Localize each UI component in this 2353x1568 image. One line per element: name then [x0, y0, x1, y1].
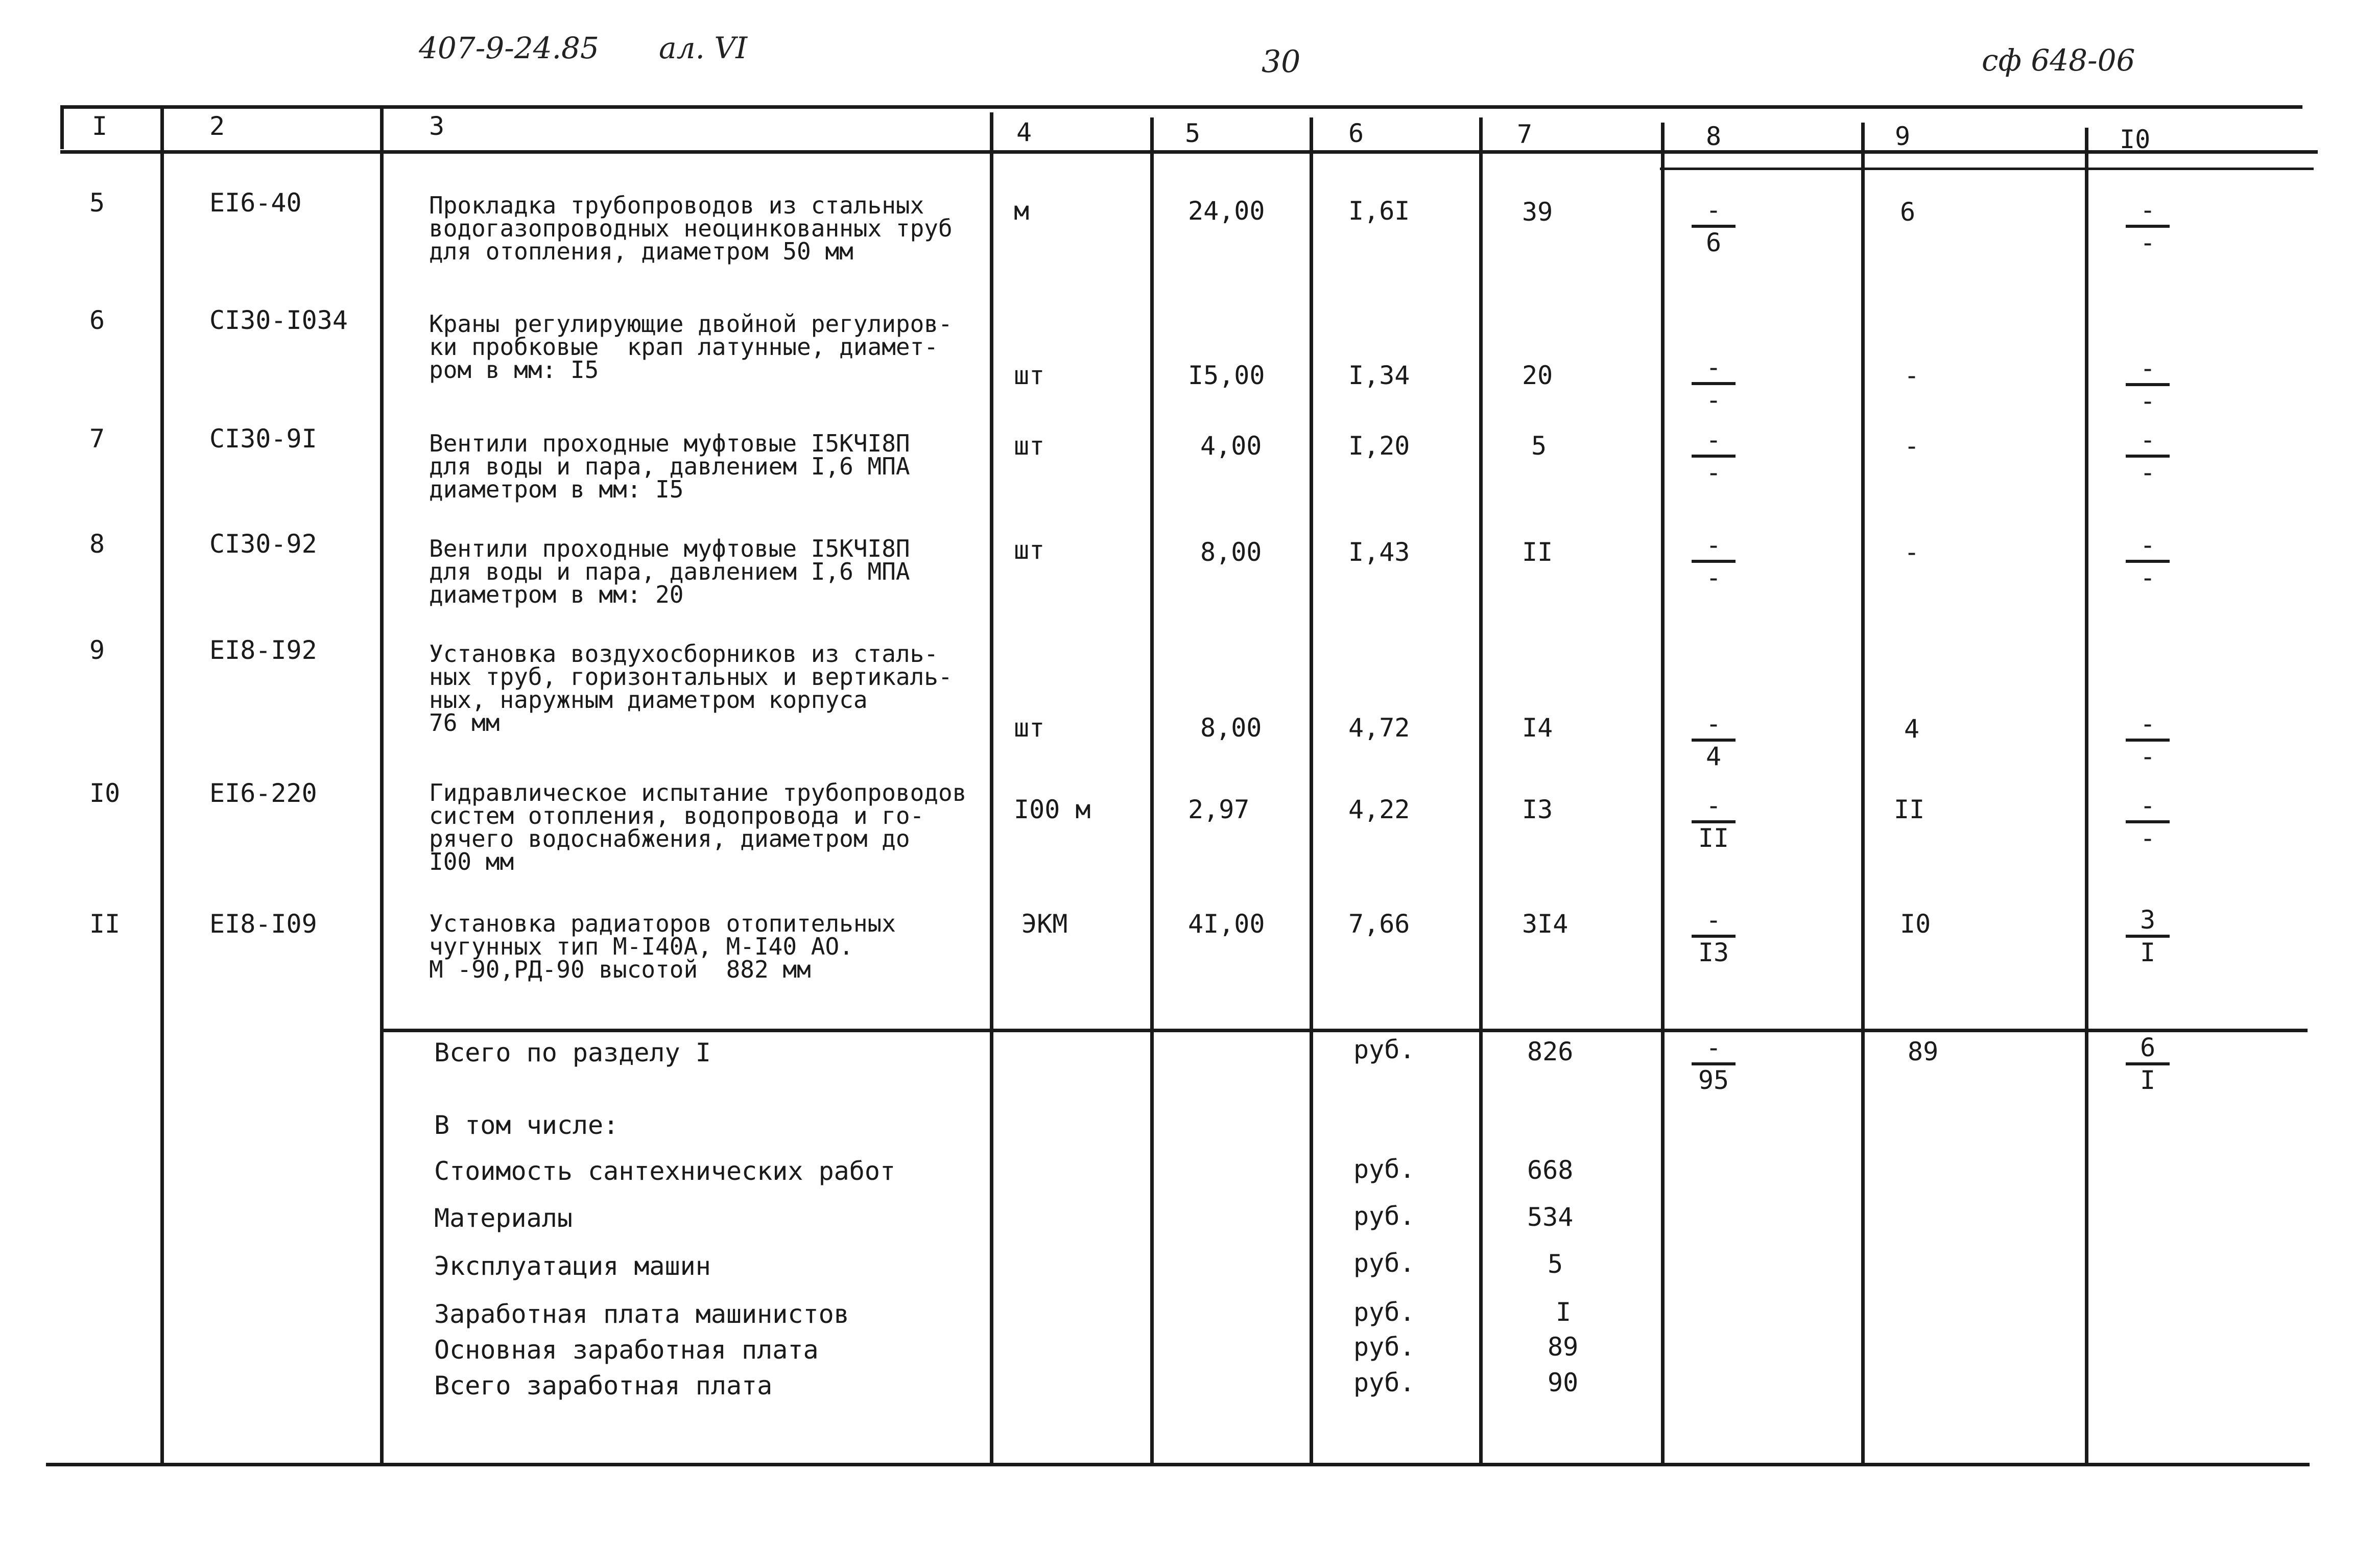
total-cost: II: [1522, 537, 1553, 567]
col-border-0: [60, 105, 64, 149]
album-number: ал. VI: [659, 31, 748, 65]
summary-item-unit: руб.: [1353, 1332, 1415, 1362]
col-border-3: [990, 112, 993, 1465]
col-border-8: [1861, 123, 1865, 1465]
table-top-border: [60, 105, 2302, 109]
col-border-1: [160, 105, 164, 1465]
quantity: 24,00: [1188, 196, 1265, 226]
col-border-4: [1150, 117, 1154, 1465]
summary-item-value: 668: [1527, 1155, 1574, 1185]
col10-fraction: - -: [2120, 196, 2176, 256]
total-cost: 3I4: [1522, 909, 1568, 939]
column-header-2: 2: [209, 111, 225, 141]
column-header-7: 7: [1517, 120, 1533, 149]
col8-fraction: - 4: [1685, 710, 1742, 770]
col8-fraction: - -: [1685, 531, 1742, 591]
col9-value: -: [1904, 361, 1920, 390]
quantity: 2,97: [1188, 795, 1250, 824]
col8-fraction: - -: [1685, 353, 1742, 414]
rate-code: EI6-40: [209, 188, 302, 218]
total-cost: 5: [1531, 431, 1547, 461]
unit-price: 4,22: [1348, 795, 1410, 824]
row-number: I0: [89, 778, 121, 808]
col9-value: II: [1894, 795, 1925, 824]
unit-price: 4,72: [1348, 713, 1410, 743]
quantity: 8,00: [1200, 713, 1262, 743]
rate-code: EI8-I09: [209, 909, 317, 939]
col9-value: 6: [1900, 197, 1916, 227]
summary-item-label: Стоимость сантехнических работ: [434, 1156, 896, 1186]
column-header-3: 3: [429, 111, 445, 141]
unit: I00 м: [1014, 795, 1091, 824]
section-total-value: 826: [1527, 1037, 1574, 1066]
rate-code: EI6-220: [209, 778, 317, 808]
col-border-7: [1661, 123, 1665, 1465]
unit: м: [1014, 196, 1030, 226]
total-cost: I3: [1522, 795, 1553, 824]
including-label: В том числе:: [434, 1110, 619, 1140]
col10-fraction: - -: [2120, 426, 2176, 486]
total-cost: 39: [1522, 197, 1553, 227]
rate-code: CI30-92: [209, 529, 317, 559]
work-description: Вентили проходные муфтовые I5КЧI8П для воды и пара, давлением I,6 МПА диаметром в мм: 20: [429, 535, 910, 608]
col10-fraction: - -: [2120, 792, 2176, 852]
unit-price: I,43: [1348, 537, 1410, 567]
row-number: II: [89, 909, 121, 939]
col9-value: 4: [1904, 714, 1920, 744]
summary-item-value: I: [1556, 1297, 1572, 1327]
section-total-unit: руб.: [1353, 1035, 1415, 1064]
col8-fraction: - 6: [1685, 196, 1742, 256]
unit-price: I,34: [1348, 361, 1410, 390]
summary-item-unit: руб.: [1353, 1248, 1415, 1278]
total-cost: 20: [1522, 361, 1553, 390]
work-description: Краны регулирующие двойной регулиров- ки пробковые крап латунные, диамет- ром в мм: I5: [429, 310, 953, 384]
row-number: 7: [89, 424, 105, 454]
header-divider: [60, 150, 2318, 154]
work-description: Гидравлическое испытание трубопроводов систем отопления, водопровода и го- рячего водоснабжения, диаметром до I00 мм: [429, 779, 967, 875]
work-description: Установка радиаторов отопительных чугунных тип М-I40А, М-I40 АО. М -90,РД-90 высотой 882 мм: [429, 910, 896, 983]
work-description: Прокладка трубопроводов из стальных водогазопроводных неоцинкованных труб для отопления, диаметром 50 мм: [429, 192, 953, 265]
column-header-8: 8: [1706, 122, 1722, 151]
quantity: 4,00: [1200, 431, 1262, 461]
summary-item-label: Всего заработная плата: [434, 1371, 773, 1400]
section-total-col9: 89: [1908, 1037, 1939, 1066]
row-number: 5: [89, 188, 105, 218]
row-number: 6: [89, 305, 105, 335]
summary-item-unit: руб.: [1353, 1201, 1415, 1231]
unit: шт: [1014, 535, 1045, 565]
unit-price: I,20: [1348, 431, 1410, 461]
column-header-5: 5: [1185, 118, 1201, 148]
document-code: 407-9-24.85: [419, 31, 599, 65]
section-total-label: Всего по разделу I: [434, 1038, 711, 1067]
column-header-4: 4: [1016, 117, 1032, 147]
col10-fraction: - -: [2120, 710, 2176, 770]
section-total-col8: - 95: [1685, 1034, 1742, 1094]
row-number: 8: [89, 529, 105, 559]
col10-fraction: 3 I: [2120, 906, 2176, 966]
rate-code: EI8-I92: [209, 635, 317, 665]
unit-price: I,6I: [1348, 196, 1410, 226]
unit: шт: [1014, 431, 1045, 461]
col10-fraction: - -: [2120, 531, 2176, 591]
header-divider-right: [1660, 168, 2314, 170]
col8-fraction: - I3: [1685, 906, 1742, 966]
column-header-1: I: [92, 111, 108, 141]
summary-item-unit: руб.: [1353, 1154, 1415, 1184]
col-border-5: [1310, 117, 1313, 1465]
summary-item-unit: руб.: [1353, 1368, 1415, 1397]
summary-item-label: Заработная плата машинистов: [434, 1299, 849, 1329]
column-header-10: I0: [2120, 125, 2151, 154]
unit: ЭКМ: [1021, 909, 1068, 939]
col-border-6: [1479, 117, 1483, 1465]
rate-code: CI30-I034: [209, 305, 348, 335]
col8-fraction: - -: [1685, 426, 1742, 486]
summary-item-value: 5: [1548, 1249, 1563, 1279]
summary-item-value: 89: [1548, 1332, 1579, 1362]
col9-value: I0: [1900, 909, 1931, 939]
table-bottom-border: [46, 1463, 2310, 1466]
col10-fraction: - -: [2120, 354, 2176, 415]
col-border-9: [2085, 128, 2088, 1465]
section-total-col10: 6 I: [2120, 1034, 2176, 1094]
unit: шт: [1014, 361, 1045, 390]
summary-item-label: Эксплуатация машин: [434, 1251, 711, 1281]
quantity: 8,00: [1200, 537, 1262, 567]
unit: шт: [1014, 713, 1045, 743]
col8-fraction: - II: [1685, 792, 1742, 852]
sheet-code: сф 648-06: [1982, 43, 2135, 78]
summary-item-value: 534: [1527, 1202, 1574, 1232]
column-header-9: 9: [1895, 122, 1911, 151]
row-number: 9: [89, 635, 105, 665]
rate-code: CI30-9I: [209, 424, 317, 454]
work-description: Вентили проходные муфтовые I5КЧI8П для воды и пара, давлением I,6 МПА диаметром в мм: I5: [429, 430, 910, 503]
col9-value: -: [1904, 537, 1920, 567]
unit-price: 7,66: [1348, 909, 1410, 939]
col-border-2: [380, 105, 384, 1465]
summary-item-unit: руб.: [1353, 1297, 1415, 1327]
summary-item-label: Основная заработная плата: [434, 1335, 819, 1365]
summary-divider: [383, 1029, 2308, 1032]
work-description: Установка воздухосборников из сталь- ных труб, горизонтальных и вертикаль- ных, наружным диаметром корпуса 76 мм: [429, 640, 953, 737]
column-header-6: 6: [1348, 118, 1364, 148]
summary-item-value: 90: [1548, 1368, 1579, 1397]
quantity: 4I,00: [1188, 909, 1265, 939]
total-cost: I4: [1522, 713, 1553, 743]
quantity: I5,00: [1188, 361, 1265, 390]
page-number: 30: [1262, 44, 1301, 80]
col9-value: -: [1904, 431, 1920, 461]
summary-item-label: Материалы: [434, 1203, 573, 1233]
